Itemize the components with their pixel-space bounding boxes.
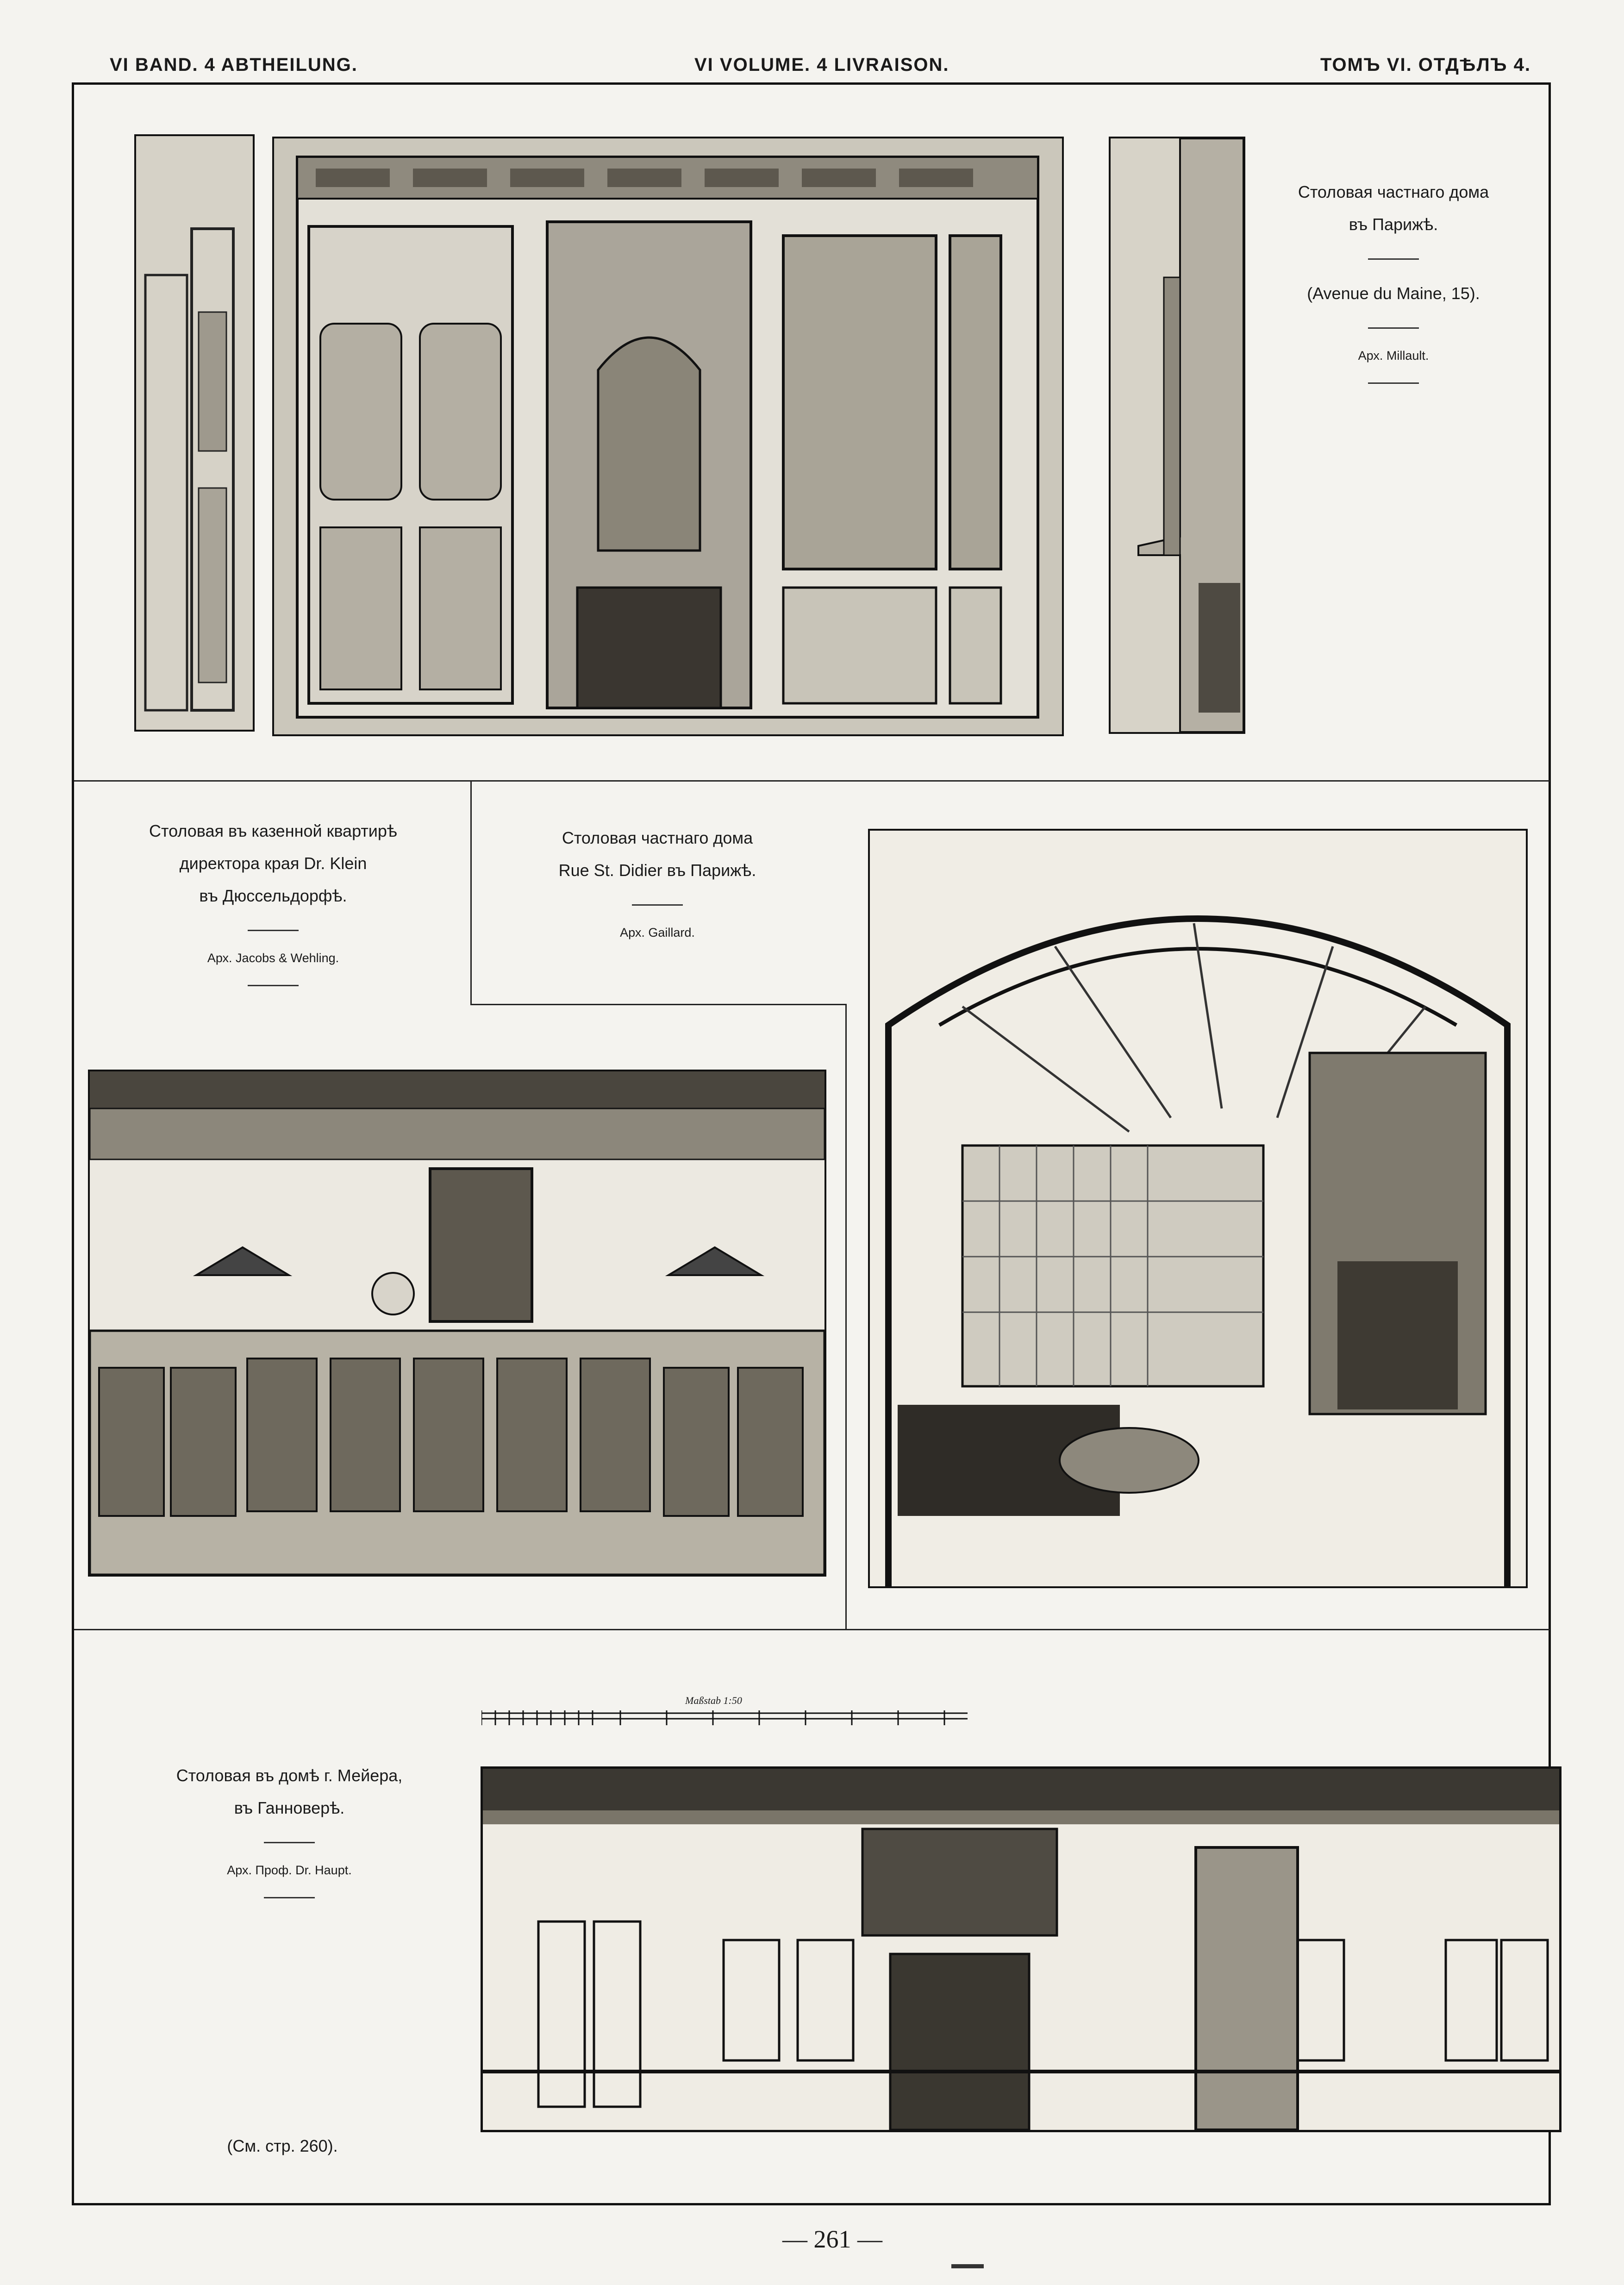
caption-dash (632, 904, 683, 906)
header-right: ТОМЪ VI. ОТДѢЛЪ 4. (1320, 55, 1531, 75)
caption-subtitle: директора края Dr. Klein (179, 854, 367, 873)
caption-paris-didier (491, 822, 824, 942)
caption-paris-avenue (1264, 176, 1523, 401)
divider-middle (845, 1004, 847, 1629)
caption-dash (1368, 382, 1419, 384)
illustration-dusseldorf-elevation (88, 1070, 826, 1577)
illustration-paris-avenue-side-left (134, 134, 255, 732)
caption-dash (248, 985, 299, 986)
caption-title: Столовая въ домѣ г. Мейера, (176, 1766, 403, 1785)
header-left: VI BAND. 4 ABTHEILUNG. (110, 55, 358, 75)
caption-dusseldorf (106, 815, 440, 1004)
caption-address: (Avenue du Maine, 15). (1307, 284, 1480, 303)
illustration-paris-didier-perspective (868, 829, 1528, 1588)
divider-caption-under (470, 1004, 846, 1005)
scale-bar (481, 1695, 968, 1727)
caption-subtitle: въ Парижѣ. (1349, 215, 1438, 234)
caption-title: Столовая частнаго дома (562, 828, 753, 847)
caption-architect: Арх. Jacobs & Wehling. (207, 951, 339, 965)
divider-caption-left (470, 782, 472, 1004)
caption-subtitle: въ Ганноверѣ. (234, 1798, 345, 1817)
caption-architect: Арх. Gaillard. (620, 926, 695, 939)
caption-subtitle: въ Дюссельдорфѣ. (199, 886, 347, 905)
caption-dash (264, 1897, 315, 1898)
caption-dash (1368, 258, 1419, 260)
caption-architect: Арх. Millault. (1358, 349, 1429, 363)
caption-reference: (См. стр. 260). (227, 2136, 338, 2155)
scale-bar-label: Maßstab 1:50 (685, 1695, 742, 1706)
caption-subtitle: Rue St. Didier въ Парижѣ. (558, 861, 756, 880)
divider-top (74, 780, 1550, 782)
caption-architect: Арх. Проф. Dr. Haupt. (227, 1863, 352, 1877)
caption-title: Столовая частнаго дома (1298, 182, 1489, 201)
caption-title: Столовая въ казенной квартирѣ (149, 821, 397, 840)
illustration-hannover-elevation (481, 1766, 1562, 2132)
page-number: — 261 — (782, 2225, 882, 2253)
illustration-paris-avenue-elevation (272, 137, 1064, 736)
ink-smudge (951, 2264, 984, 2268)
caption-dash (248, 930, 299, 931)
illustration-paris-avenue-side-right (1109, 137, 1245, 734)
caption-dash (1368, 327, 1419, 329)
caption-hannover (139, 1759, 440, 1916)
header-center: VI VOLUME. 4 LIVRAISON. (694, 55, 949, 75)
caption-dash (264, 1842, 315, 1843)
divider-bottom (74, 1629, 1550, 1630)
